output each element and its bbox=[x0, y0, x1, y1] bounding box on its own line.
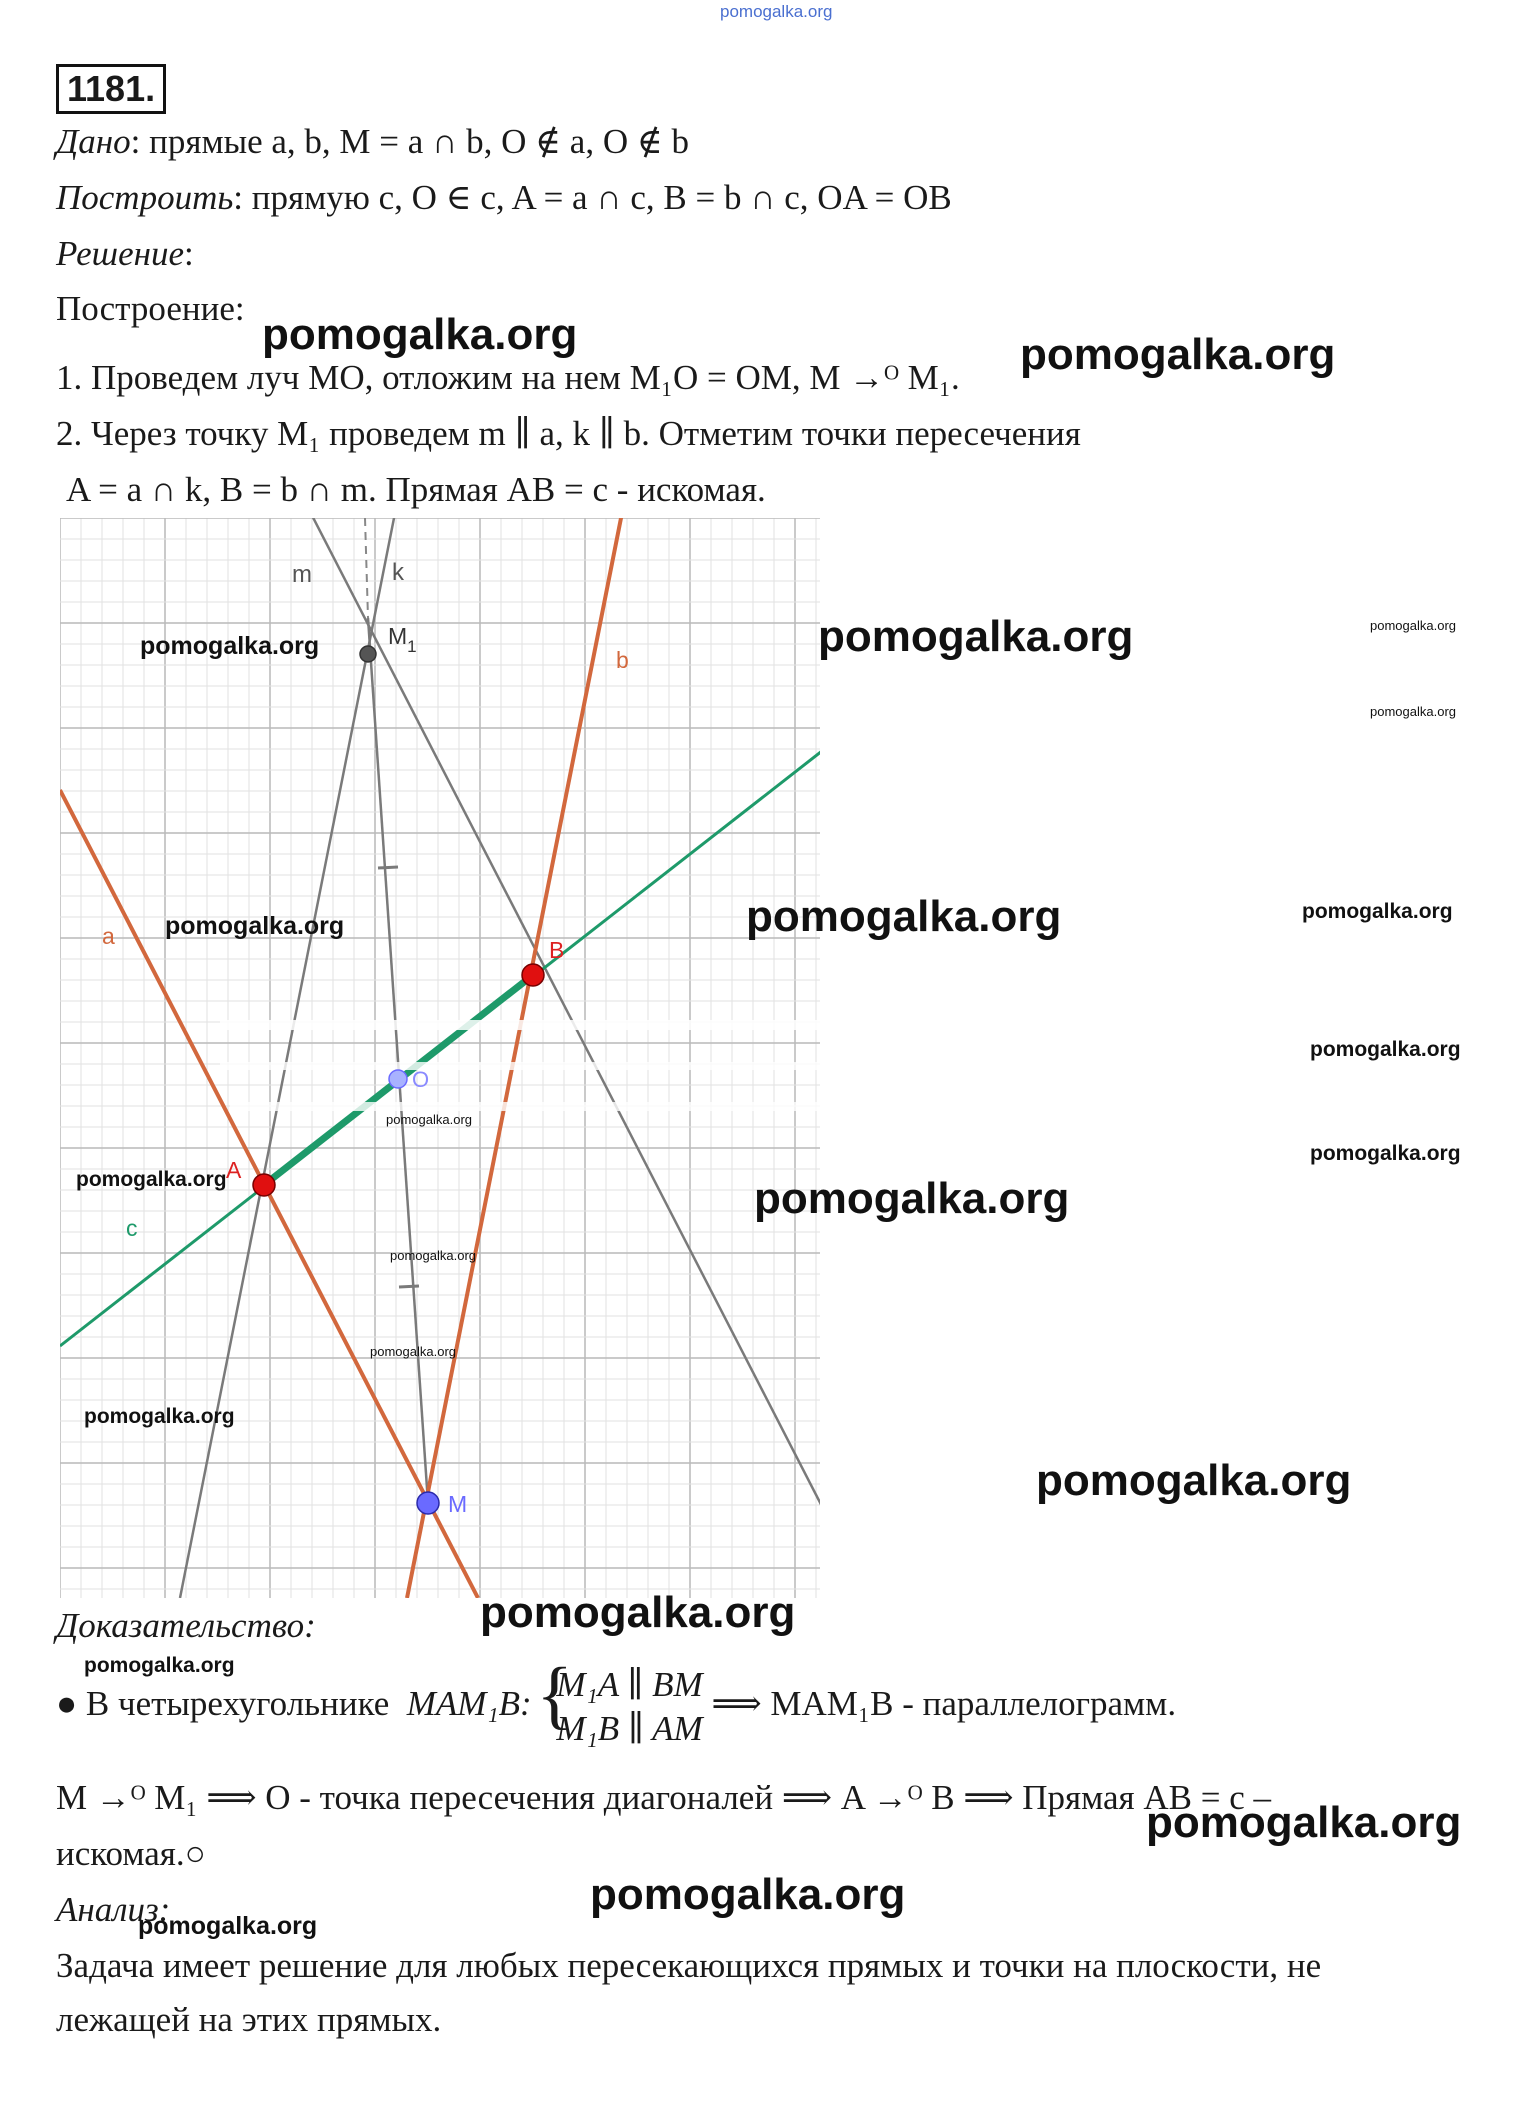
watermark: pomogalka.org bbox=[754, 1174, 1070, 1223]
proof-intro: В четырехугольнике bbox=[85, 1684, 390, 1723]
watermark: pomogalka.org bbox=[138, 1912, 318, 1940]
bullet: ● bbox=[56, 1684, 78, 1723]
label-point-m: M bbox=[448, 1491, 468, 1517]
point-a bbox=[253, 1174, 275, 1196]
given-line bbox=[56, 120, 689, 164]
watermark: pomogalka.org bbox=[1370, 704, 1456, 719]
problem-number: 1181. bbox=[56, 64, 166, 114]
proof-label: Доказательство: bbox=[56, 1606, 316, 1645]
construct-line bbox=[56, 176, 952, 220]
analysis-text-1: Задача имеет решение для любых пересекающихся прямых и точки на плоскости, не bbox=[56, 1946, 1322, 1985]
line-k-gray bbox=[180, 518, 396, 1598]
label-m1-sub: 1 bbox=[407, 637, 417, 656]
proof-quad: MAM₁B: bbox=[406, 1684, 532, 1723]
glare-band-2 bbox=[220, 1062, 820, 1070]
label-point-o: O bbox=[412, 1067, 430, 1092]
watermark: pomogalka.org bbox=[1146, 1798, 1462, 1847]
watermark: pomogalka.org bbox=[1370, 618, 1456, 633]
watermark: pomogalka.org bbox=[370, 1344, 456, 1359]
parallel-system bbox=[540, 1663, 702, 1751]
system-row-1: { M₁A ∥ BM bbox=[556, 1664, 703, 1704]
watermark: pomogalka.org bbox=[386, 1112, 472, 1127]
construction-heading: Построение: bbox=[56, 289, 245, 328]
watermark: pomogalka.org bbox=[590, 1870, 906, 1919]
construction-lines bbox=[60, 518, 820, 1598]
label-point-a: A bbox=[226, 1157, 242, 1183]
proof-line-2: M →ᴼ M₁ ⟹ O - точка пересечения диагоналей ⟹ A →ᴼ B ⟹ Прямая AB = c – bbox=[56, 1778, 1272, 1817]
watermark: pomogalka.org bbox=[1036, 1456, 1352, 1505]
point-b bbox=[522, 964, 544, 986]
watermark: pomogalka.org bbox=[76, 1168, 227, 1191]
label-m: m bbox=[292, 561, 312, 588]
proof-line-3: искомая.○ bbox=[56, 1834, 206, 1873]
solution-colon: : bbox=[184, 234, 194, 273]
point-m bbox=[417, 1492, 439, 1514]
label-k: k bbox=[392, 559, 404, 586]
tick-mark-2 bbox=[399, 1286, 419, 1287]
watermark: pomogalka.org bbox=[84, 1405, 235, 1428]
given-label: Дано bbox=[56, 122, 131, 161]
watermark: pomogalka.org bbox=[262, 310, 578, 359]
watermark: pomogalka.org bbox=[1020, 330, 1336, 379]
construction-diagram bbox=[60, 518, 820, 1598]
system-row-2: M₁B ∥ AM bbox=[556, 1708, 703, 1748]
watermark: pomogalka.org bbox=[1310, 1038, 1461, 1061]
line-mo-dashed bbox=[365, 518, 368, 618]
point-o bbox=[389, 1070, 407, 1088]
analysis-label: Анализ: bbox=[56, 1890, 171, 1929]
step-2-cont: A = a ∩ k, B = b ∩ m. Прямая AB = c - искомая. bbox=[66, 470, 766, 509]
proof-conclusion: ⟹ MAM₁B - параллелограмм. bbox=[711, 1684, 1177, 1723]
label-a: a bbox=[102, 923, 115, 949]
glare-band bbox=[220, 1020, 820, 1030]
label-c: c bbox=[126, 1215, 138, 1241]
step-1: 1. Проведем луч MO, отложим на нем M₁O = OM, M →ᴼ M₁. bbox=[56, 358, 960, 397]
line-m-gray bbox=[303, 518, 820, 1518]
top-watermark: pomogalka.org bbox=[720, 2, 833, 21]
label-m1 bbox=[388, 623, 417, 656]
step-2: 2. Через точку M₁ проведем m ∥ a, k ∥ b. Отметим точки пересечения bbox=[56, 414, 1081, 453]
construct-text: : прямую c, O ∈ c, A = a ∩ c, B = b ∩ c, OA = OB bbox=[233, 178, 952, 217]
proof-label-line bbox=[56, 1604, 316, 1648]
glare-band-3 bbox=[230, 1102, 820, 1111]
analysis-text-2: лежащей на этих прямых. bbox=[56, 2000, 442, 2039]
watermark: pomogalka.org bbox=[390, 1248, 476, 1263]
label-m1-main: M bbox=[388, 623, 408, 649]
watermark: pomogalka.org bbox=[818, 612, 1134, 661]
watermark: pomogalka.org bbox=[1302, 900, 1453, 923]
solution-line bbox=[56, 232, 194, 276]
construct-label: Построить bbox=[56, 178, 234, 217]
tick-mark-1 bbox=[378, 867, 398, 868]
solution-label: Решение bbox=[56, 234, 185, 273]
point-m1 bbox=[360, 646, 376, 662]
given-text: : прямые a, b, M = a ∩ b, O ∉ a, O ∉ b bbox=[130, 122, 689, 161]
watermark: pomogalka.org bbox=[1310, 1142, 1461, 1165]
label-b: b bbox=[616, 647, 629, 673]
label-point-b: B bbox=[549, 937, 565, 963]
watermark: pomogalka.org bbox=[165, 912, 345, 940]
watermark: pomogalka.org bbox=[84, 1654, 235, 1677]
watermark: pomogalka.org bbox=[746, 892, 1062, 941]
watermark: pomogalka.org bbox=[480, 1588, 796, 1637]
watermark: pomogalka.org bbox=[140, 632, 320, 660]
